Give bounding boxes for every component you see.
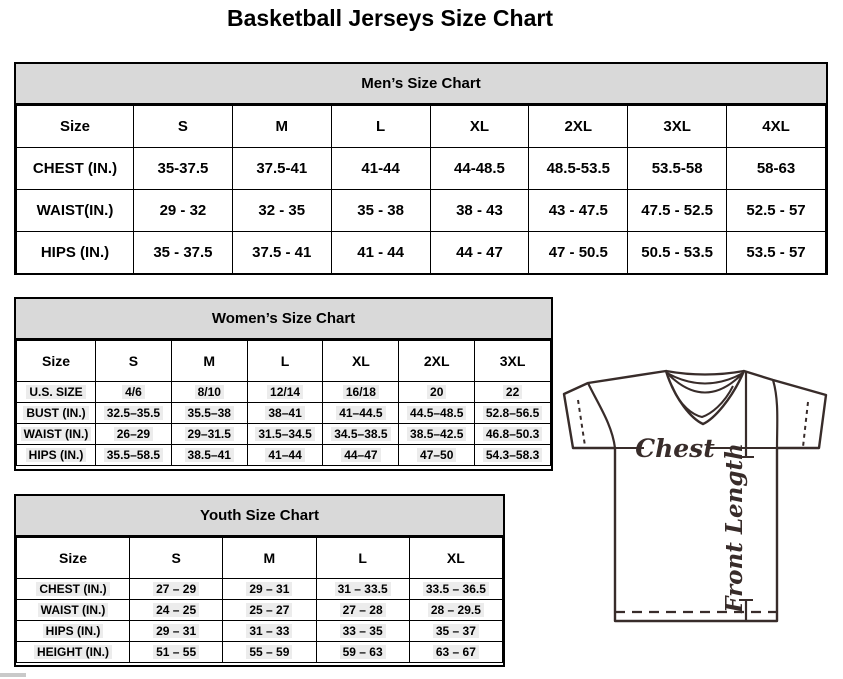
cell-text: 52.8–56.5 [483,406,542,420]
cell-text: 63 – 67 [433,645,479,659]
cell-text: 31 – 33.5 [335,582,391,596]
cell [316,621,409,642]
cell [409,600,502,621]
column-header: M [171,341,247,382]
column-header: M [223,538,316,579]
cell-text: 35.5–38 [185,406,234,420]
cell [399,424,475,445]
cell [323,382,399,403]
row-label-text: HIPS (IN.) [43,624,104,638]
column-header: 3XL [475,341,551,382]
womens-waist-row [17,424,551,445]
cell [96,382,172,403]
youth-size-chart [14,494,505,667]
row-label [17,424,96,445]
cell-text: 41–44 [265,448,304,462]
cell-text: 20 [427,385,446,399]
cell-text: 28 – 29.5 [428,603,484,617]
row-label [17,600,130,621]
cell [323,403,399,424]
cell-text: 29 – 31 [246,582,292,596]
cell [409,579,502,600]
cell: 52.5 - 57 [727,190,826,232]
cell: 37.5 - 41 [232,232,331,274]
cell: 29 - 32 [134,190,233,232]
collar-top-edge [666,371,744,375]
cell [96,403,172,424]
row-label-text: BUST (IN.) [23,406,88,420]
cell [171,403,247,424]
youth-hips-row [17,621,503,642]
cell [130,621,223,642]
cell-text: 33 – 35 [340,624,386,638]
cell-text: 38.5–41 [185,448,234,462]
cell: 58-63 [727,148,826,190]
cell-text: 31 – 33 [246,624,292,638]
youth-table-title: Youth Size Chart [16,496,503,537]
cell: 48.5-53.5 [529,148,628,190]
cell-text: 31.5–34.5 [255,427,314,441]
cell [316,579,409,600]
cell-text: 29 – 31 [153,624,199,638]
cell-text: 44–47 [341,448,380,462]
cell: 38 - 43 [430,190,529,232]
column-header: XL [409,538,502,579]
column-header: XL [430,106,529,148]
mens-waist-row [17,190,826,232]
column-header: Size [17,106,134,148]
collar-inner-v [672,386,733,417]
cell-text: 24 – 25 [153,603,199,617]
cell-text: 59 – 63 [340,645,386,659]
cell: 35-37.5 [134,148,233,190]
row-label-text: HEIGHT (IN.) [34,645,112,659]
cell [96,445,172,466]
cell: 50.5 - 53.5 [628,232,727,274]
youth-waist-row [17,600,503,621]
womens-ussize-row [17,382,551,403]
row-label [17,382,96,403]
cell [399,445,475,466]
cell [475,445,551,466]
column-header: 2XL [399,341,475,382]
cell [409,621,502,642]
mens-table-title: Men’s Size Chart [16,64,826,105]
left-armhole-seam [588,383,615,448]
row-label: HIPS (IN.) [17,232,134,274]
row-label [17,642,130,663]
cell-text: 41–44.5 [336,406,385,420]
cell: 44-48.5 [430,148,529,190]
cell-text: 27 – 28 [340,603,386,617]
row-label-text: WAIST (IN.) [21,427,92,441]
cell [247,445,323,466]
cell [130,600,223,621]
column-header: S [134,106,233,148]
cell [96,424,172,445]
row-label: CHEST (IN.) [17,148,134,190]
womens-size-chart [14,297,553,471]
jersey-outline [564,371,826,621]
cell [130,642,223,663]
page-title: Basketball Jerseys Size Chart [226,5,553,31]
cell-text: 12/14 [267,385,303,399]
cell-text: 33.5 – 36.5 [423,582,489,596]
cell: 37.5-41 [232,148,331,190]
cell-text: 8/10 [195,385,224,399]
cell [399,403,475,424]
cell-text: 25 – 27 [246,603,292,617]
jersey-measurement-diagram [560,362,832,628]
column-header: 2XL [529,106,628,148]
cell [247,382,323,403]
mens-table [16,105,826,274]
cell [409,642,502,663]
row-label-text: WAIST (IN.) [38,603,109,617]
right-cuff-stitch [803,402,808,447]
column-header: Size [17,341,96,382]
column-header: S [130,538,223,579]
cell: 53.5-58 [628,148,727,190]
cell [223,642,316,663]
womens-bust-row [17,403,551,424]
cell-text: 16/18 [343,385,379,399]
cell-text: 51 – 55 [153,645,199,659]
womens-hips-row [17,445,551,466]
cell-text: 47–50 [417,448,456,462]
cell-text: 26–29 [114,427,153,441]
cell-text: 38–41 [265,406,304,420]
cell-text: 34.5–38.5 [331,427,390,441]
mens-header-row [17,106,826,148]
row-label [17,621,130,642]
cell: 53.5 - 57 [727,232,826,274]
cell: 43 - 47.5 [529,190,628,232]
cell [323,445,399,466]
cell [475,424,551,445]
row-label [17,579,130,600]
mens-hips-row [17,232,826,274]
cell: 32 - 35 [232,190,331,232]
cell-text: 38.5–42.5 [407,427,466,441]
cell: 41-44 [331,148,430,190]
womens-table [16,340,551,466]
cell-text: 29–31.5 [185,427,234,441]
youth-table [16,537,503,663]
cell [316,600,409,621]
cell [399,382,475,403]
mens-chest-row [17,148,826,190]
right-armhole-seam [773,380,777,448]
column-header: 4XL [727,106,826,148]
row-label-text: HIPS (IN.) [26,448,87,462]
cell-text: 4/6 [122,385,145,399]
row-label: WAIST(IN.) [17,190,134,232]
cell [323,424,399,445]
cell-text: 44.5–48.5 [407,406,466,420]
cell [316,642,409,663]
cell [247,424,323,445]
cell: 44 - 47 [430,232,529,274]
cell [475,382,551,403]
left-cuff-stitch [578,400,585,446]
youth-chest-row [17,579,503,600]
cell: 47 - 50.5 [529,232,628,274]
youth-header-row [17,538,503,579]
row-label [17,445,96,466]
column-header: L [316,538,409,579]
womens-header-row [17,341,551,382]
chest-label: Chest [635,434,715,463]
cell [247,403,323,424]
cell-text: 27 – 29 [153,582,199,596]
cell: 47.5 - 52.5 [628,190,727,232]
cell-text: 32.5–35.5 [104,406,163,420]
cell-text: 35 – 37 [433,624,479,638]
column-header: S [96,341,172,382]
youth-height-row [17,642,503,663]
cell [223,579,316,600]
column-header: XL [323,341,399,382]
cell [130,579,223,600]
cell: 35 - 38 [331,190,430,232]
cell-text: 35.5–58.5 [104,448,163,462]
column-header: L [331,106,430,148]
cell: 41 - 44 [331,232,430,274]
womens-table-title: Women’s Size Chart [16,299,551,340]
mens-size-chart [14,62,828,275]
cell-text: 55 – 59 [246,645,292,659]
column-header: Size [17,538,130,579]
row-label-text: U.S. SIZE [26,385,85,399]
column-header: L [247,341,323,382]
cell [223,600,316,621]
row-label [17,403,96,424]
cell [171,382,247,403]
front-length-label: Front Length [721,443,748,613]
cell: 35 - 37.5 [134,232,233,274]
column-header: M [232,106,331,148]
cell-text: 54.3–58.3 [483,448,542,462]
row-label-text: CHEST (IN.) [36,582,109,596]
scrollbar-fragment [0,673,26,677]
cell-text: 46.8–50.3 [483,427,542,441]
column-header: 3XL [628,106,727,148]
cell [475,403,551,424]
cell-text: 22 [503,385,522,399]
cell [223,621,316,642]
cell [171,424,247,445]
cell [171,445,247,466]
